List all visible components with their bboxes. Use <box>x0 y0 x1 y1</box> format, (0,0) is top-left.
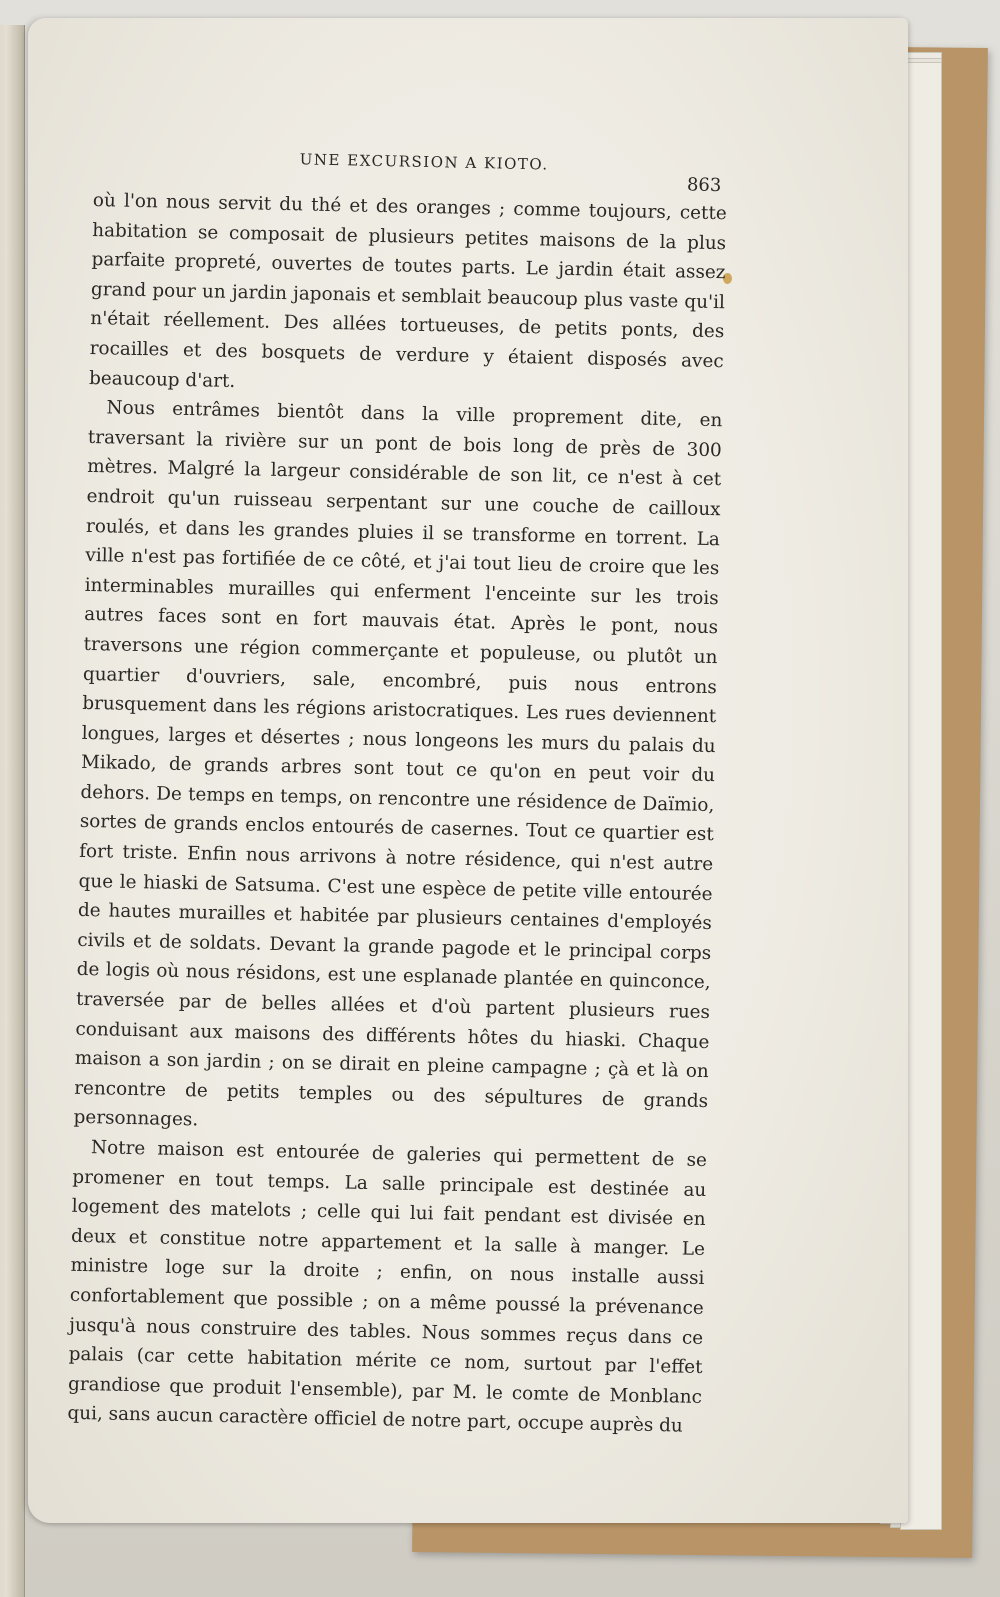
page-number: 863 <box>686 174 722 197</box>
facing-page-edge <box>0 25 25 1597</box>
page-text-block <box>67 146 728 1442</box>
paragraph: Nous entrâmes bientôt dans la ville proprement dite, en traversant la rivière sur un pont de bois long de près de 300 mètres. Malgré la largeur considérable de son lit, ce n'est à cet endroit qu'un ruisseau serpentant sur une couche de cailloux roulés, et dans les grandes pluies il se transforme en torrent. La ville n'est pas fortifiée de ce côté, et j'ai tout lieu de croire que les interminables murailles qui enferment l'enceinte sur les trois autres faces sont en fort mauvais état. Après le pont, nous traversons une région commerçante et populeuse, ou plutôt un quartier d'ouvriers, sale, encombré, puis nous entrons brusquement dans les régions aristocratiques. Les rues deviennent longues, larges et désertes ; nous longeons les murs du palais du Mikado, de grands arbres sont tout ce qu'on en peut voir du dehors. De temps en temps, on rencontre une résidence de Daïmio, sortes de grands enclos entourés de casernes. Tout ce quartier est fort triste. Enfin nous arrivons à notre résidence, qui n'est autre que le hiaski de Satsuma. C'est une espèce de petite ville entourée de hautes murailles et habitée par plusieurs centaines d'employés civils et de soldats. Devant la grande pagode et le principal corps de logis où nous résidons, est une esplanade plantée en quinconce, traversée par de belles allées et d'où partent plusieurs rues conduisant aux maisons des différents hôtes du hiaski. Chaque maison a son jardin ; on se dirait en pleine campagne ; çà et là on rencontre de petits temples ou des sépultures de grands personnages. <box>73 397 723 1131</box>
running-head: UNE EXCURSION A KIOTO. <box>299 150 549 174</box>
book-page <box>28 18 908 1523</box>
paragraph: où l'on nous servit du thé et des oranges ; comme toujours, cette habitation se composait de plusieurs petites maisons de la plus parfaite propreté, ouvertes de toutes parts. Le jardin était assez grand pour un jardin japonais et semblait beaucoup plus vaste qu'il n'était réellement. Des allées tortueuses, de petits ponts, des rocailles et des bosquets de verdure y étaient disposés avec beaucoup d'art. <box>88 189 727 392</box>
paragraph: Notre maison est entourée de galeries qui permettent de se promener en tout temps. La salle principale est destinée au logement des matelots ; celle qui lui fait pendant est divisée en deux et constitue notre appartement et la salle à manger. Le ministre loge sur la droite ; enfin, on nous installe aussi confortablement que possible ; on a même poussé la prévenance jusqu'à nous construire des tables. Nous sommes reçus dans ce palais (car cette habitation mérite ce nom, surtout par l'effet grandiose que produit l'ensemble), par M. le comte de Monblanc qui, sans aucun caractère officiel de notre part, occupe auprès du <box>67 1137 708 1437</box>
